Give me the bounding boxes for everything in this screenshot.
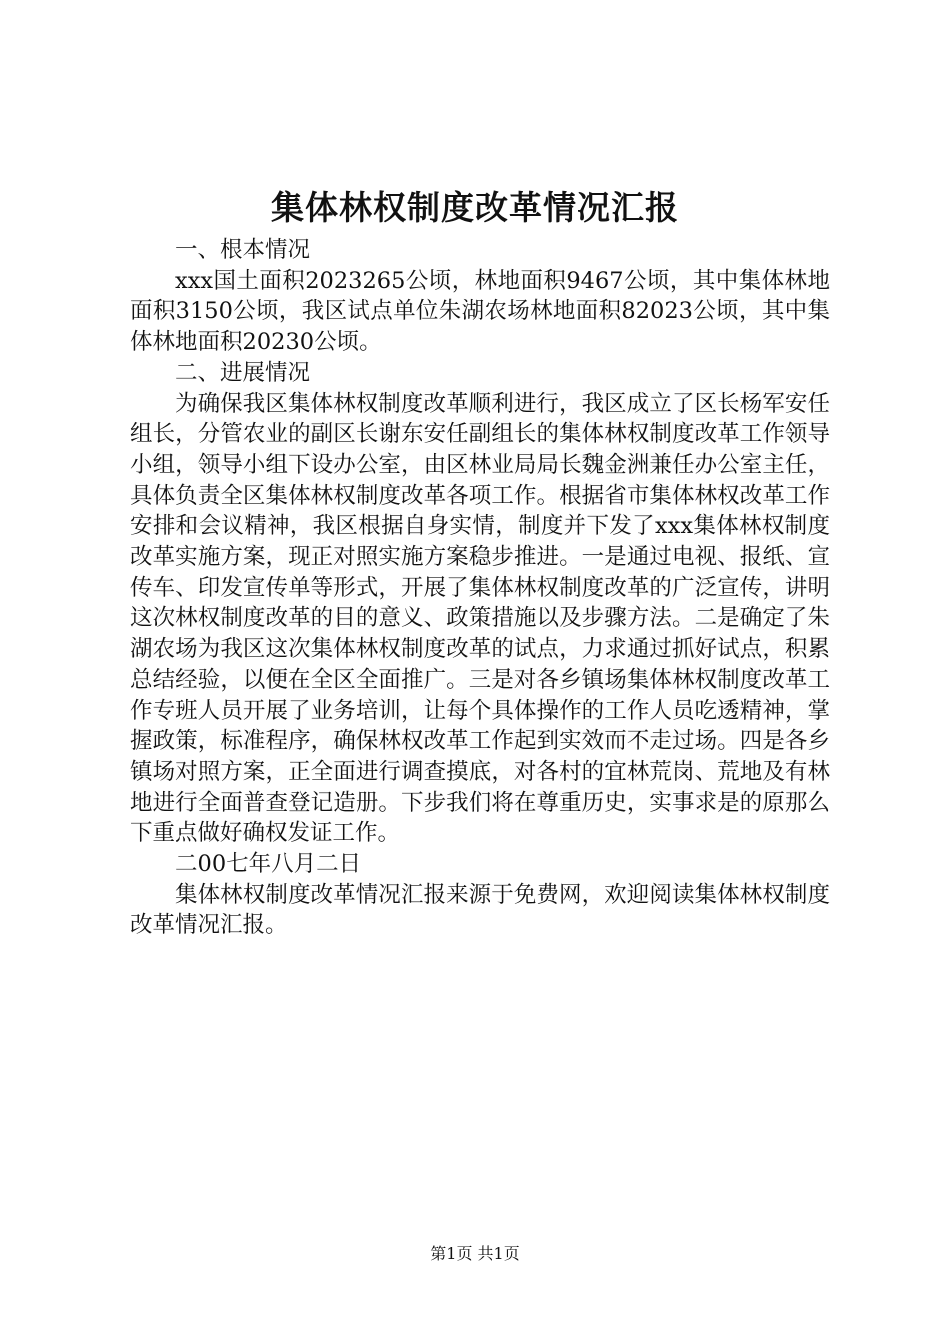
paragraph-area-stats: xxx国土面积2023265公顷，林地面积9467公顷，其中集体林地面积3150公顷，我区试点单位朱湖农场林地面积82023公顷，其中集体林地面积20230公顷。 bbox=[130, 267, 830, 356]
document-body bbox=[130, 235, 830, 941]
paragraph-source-note: 集体林权制度改革情况汇报来源于免费网，欢迎阅读集体林权制度改革情况汇报。 bbox=[130, 881, 830, 939]
paragraph-progress-details: 为确保我区集体林权制度改革顺利进行，我区成立了区长杨军安任组长，分管农业的副区长谢东安任副组长的集体林权制度改革工作领导小组，领导小组下设办公室，由区林业局局长魏金洲兼任办公室主任，具体负责全区集体林权制度改革各项工作。根据省市集体林权改革工作安排和会议精神，我区根据自身实情，制度并下发了xxx集体林权制度改革实施方案，现正对照实施方案稳步推进。一是通过电视、报纸、宣传车、印发宣传单等形式，开展了集体林权制度改革的广泛宣传，讲明这次林权制度改革的目的意义、政策措施以及步骤方法。二是确定了朱湖农场为我区这次集体林权制度改革的试点，力求通过抓好试点，积累总结经验，以便在全区全面推广。三是对各乡镇场集体林权制度改革工作专班人员开展了业务培训，让每个具体操作的工作人员吃透精神，掌握政策，标准程序，确保林权改革工作起到实效而不走过场。四是各乡镇场对照方案，正全面进行调查摸底，对各村的宜林荒岗、荒地及有林地进行全面普查登记造册。下步我们将在尊重历史，实事求是的原那么下重点做好确权发证工作。 bbox=[130, 390, 830, 847]
page-footer: 第1页 共1页 bbox=[430, 1244, 520, 1263]
document-title: 集体林权制度改革情况汇报 bbox=[271, 188, 679, 227]
section-heading-basic: 一、根本情况 bbox=[175, 237, 311, 263]
document-date: 二00七年八月二日 bbox=[175, 851, 362, 878]
section-heading-progress: 二、进展情况 bbox=[175, 359, 311, 386]
